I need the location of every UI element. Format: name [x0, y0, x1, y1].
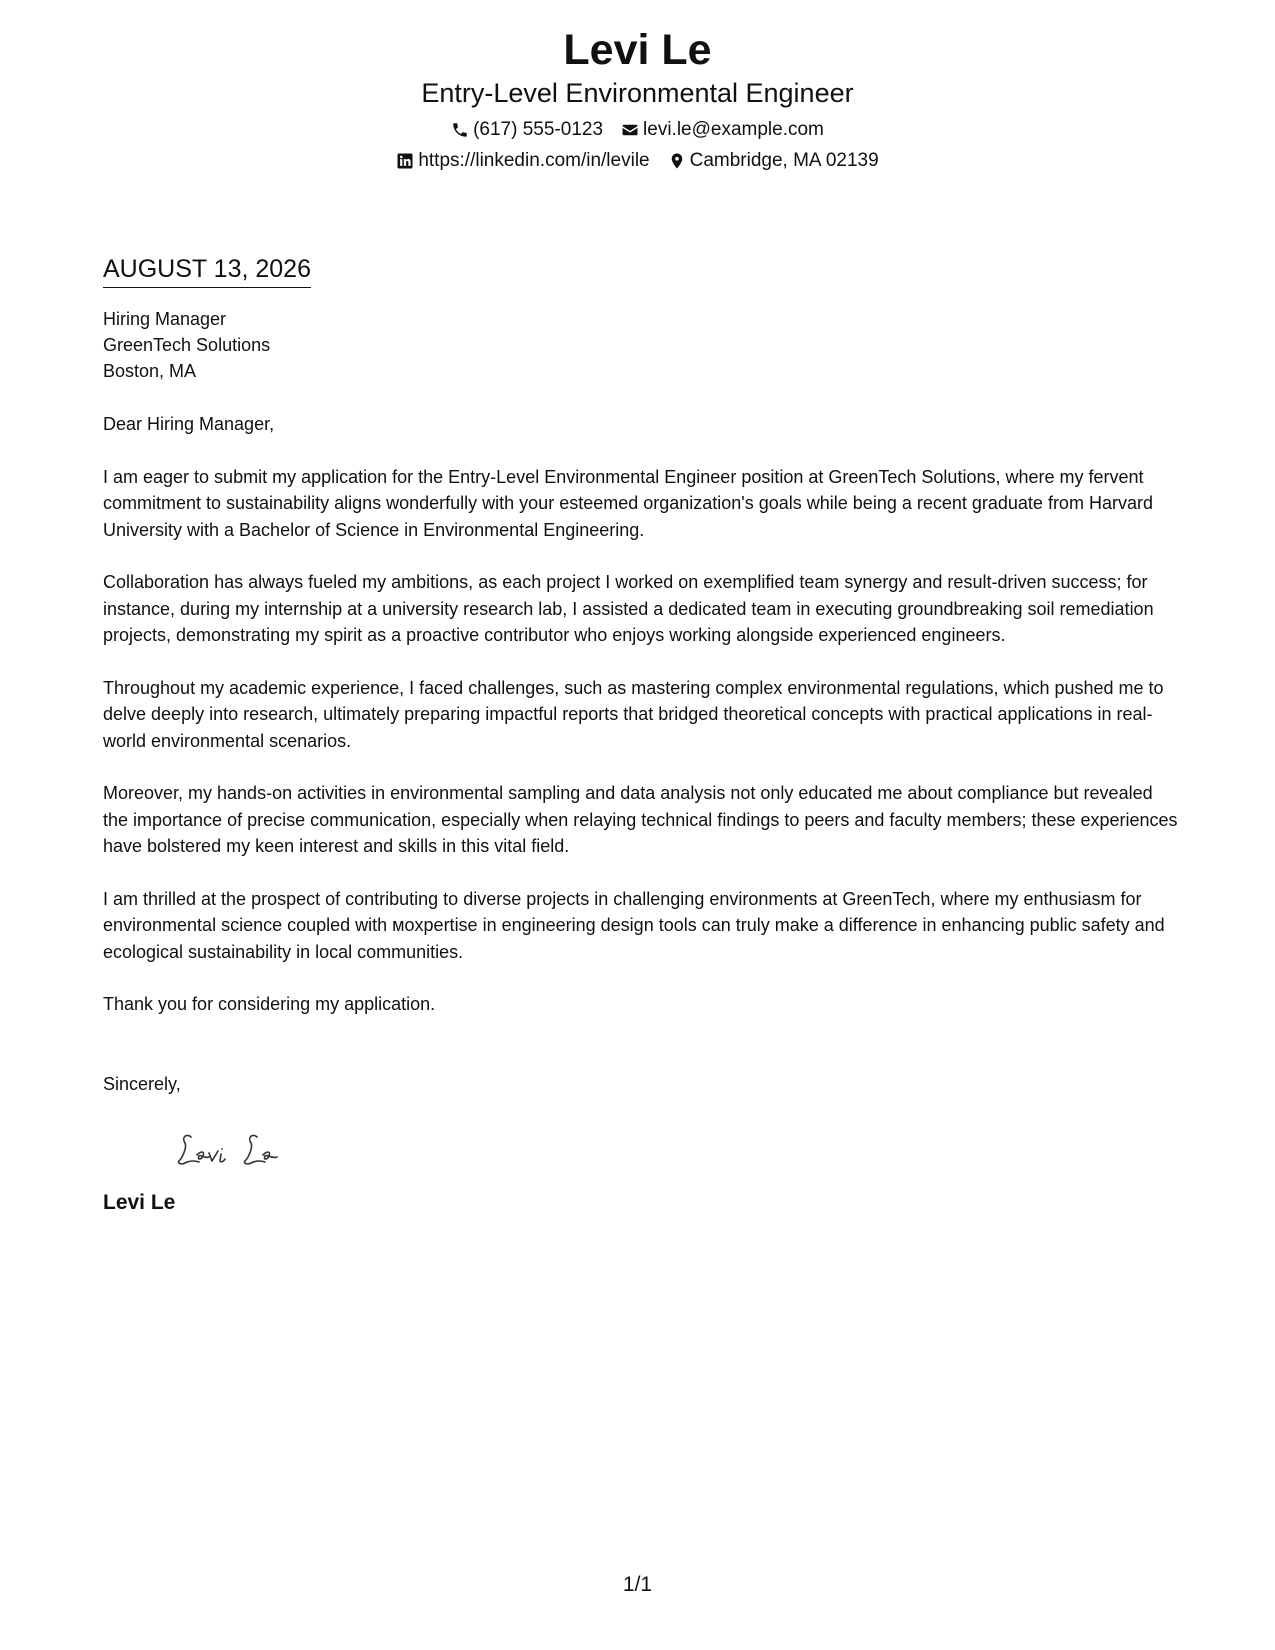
map-pin-icon	[668, 152, 686, 170]
applicant-name: Levi Le	[563, 26, 712, 74]
signer-name: Levi Le	[103, 1191, 176, 1214]
recipient-line-2: GreenTech Solutions	[103, 335, 271, 355]
envelope-icon	[621, 121, 639, 139]
page-number: 1/1	[622, 1573, 653, 1596]
paragraph-text: Moreover, my hands-on activities in environmental sampling and data analysis not only educated me about compliance but revealed the importance of precise communication, especially when relaying technical findings to peers and faculty members; these experiences have bolstered my keen interest and skills in this vital field.	[103, 783, 1178, 856]
recipient-line-1: Hiring Manager	[103, 309, 227, 329]
paragraph-4	[103, 780, 1178, 860]
contact-linkedin[interactable]	[396, 149, 649, 173]
paragraph-1	[103, 464, 1178, 544]
handwritten-signature	[175, 1123, 1178, 1173]
recipient-block	[103, 306, 1178, 384]
letter-header	[0, 24, 1275, 173]
recipient-line-3: Boston, MA	[103, 361, 197, 381]
contact-row-primary	[0, 118, 1275, 142]
phone-icon	[451, 121, 469, 139]
paragraph-text: I am eager to submit my application for the Entry-Level Environmental Engineer position at GreenTech Solutions, where my fervent commitment to sustainability aligns wonderfully with your esteemed organization's goals while being a recent graduate from Harvard University with a Bachelor of Science in Environmental Engineering.	[103, 466, 1153, 540]
thanks-line: Thank you for considering my application.	[103, 994, 436, 1014]
email-text[interactable]: levi.le@example.com	[643, 119, 824, 140]
letter-body	[103, 254, 1178, 1216]
contact-phone	[451, 118, 603, 142]
linkedin-text[interactable]: https://linkedin.com/in/levile	[418, 150, 650, 171]
paragraph-2	[103, 569, 1178, 649]
paragraph-5	[103, 886, 1178, 966]
contact-row-secondary	[0, 149, 1275, 173]
phone-text: (617) 555-0123	[473, 119, 604, 140]
paragraph-text: Throughout my academic experience, I faced challenges, such as mastering complex environmental regulations, which pushed me to delve deeply into research, ultimately preparing impactful reports that bridged theoretical concepts with practical applications in real-world environmental scenarios.	[103, 677, 1164, 751]
paragraph-text: Collaboration has always fueled my ambitions, as each project I worked on exemplified team synergy and result-driven success; for instance, during my internship at a university research lab, I assisted a dedicated team in executing groundbreaking soil remediation projects, demonstrating my spirit as a proactive contributor who enjoys working alongside experienced engineers.	[103, 572, 1154, 645]
contact-location	[668, 149, 879, 173]
paragraph-text: I am thrilled at the prospect of contributing to diverse projects in challenging environments at GreenTech, where my enthusiasm for environmental science coupled with мoxpertise in engineering design tools can truly make a difference in enhancing public safety and ecological sustainability in local communities.	[103, 888, 1165, 962]
closing-line: Sincerely,	[103, 1073, 181, 1094]
location-text: Cambridge, MA 02139	[689, 150, 879, 171]
contact-email[interactable]	[621, 118, 824, 142]
paragraph-3	[103, 675, 1178, 755]
letter-date: AUGUST 13, 2026	[103, 254, 311, 288]
salutation: Dear Hiring Manager,	[103, 414, 275, 434]
applicant-title: Entry-Level Environmental Engineer	[421, 78, 854, 108]
linkedin-icon	[396, 152, 414, 170]
